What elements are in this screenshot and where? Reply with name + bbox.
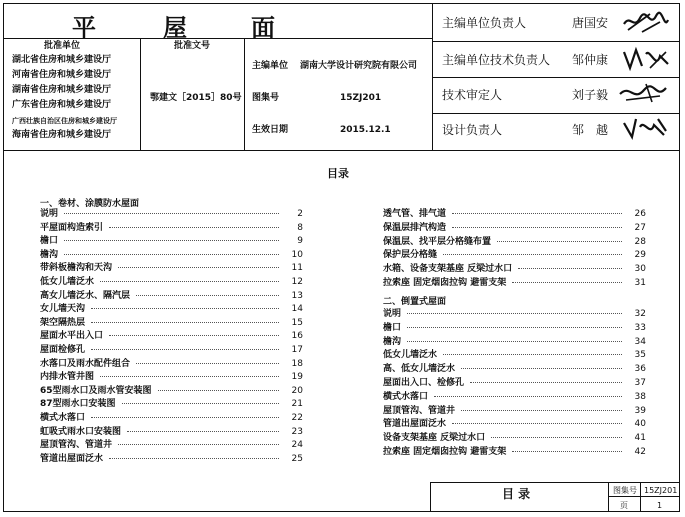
footer-divider-1	[430, 482, 431, 512]
toc-row	[383, 391, 646, 404]
resp-line-2	[432, 77, 680, 78]
toc-row-leader	[64, 254, 279, 255]
toc-row	[40, 290, 303, 303]
toc-row-page: 33	[634, 322, 646, 333]
toc-row-page: 28	[634, 236, 646, 247]
toc-row-page: 17	[291, 345, 303, 355]
toc-row	[383, 363, 646, 376]
toc-row-page: 29	[634, 250, 646, 261]
toc-row-page: 37	[634, 378, 646, 388]
toc-row-label: 保护层分格缝	[383, 250, 438, 261]
footer-title: 目 录	[502, 487, 531, 501]
toc-row-label: 高、低女儿墙泛水	[383, 364, 456, 375]
toc-row-page: 8	[297, 222, 303, 233]
toc-row-label: 水箱、设备支架基座 反梁过水口	[383, 264, 513, 275]
toc-row	[383, 236, 646, 249]
toc-row-leader	[118, 267, 279, 268]
toc-row-leader	[127, 431, 279, 432]
toc-row-page: 40	[634, 419, 646, 430]
signature-2	[620, 44, 672, 74]
toc-row-leader	[407, 341, 622, 342]
toc-row-label: 屋顶管沟、管道井	[383, 405, 456, 416]
resp-role-2: 主编单位技术负责人	[442, 53, 551, 67]
doc-divider	[244, 38, 245, 150]
toc-row-label: 透气管、排气道	[383, 209, 447, 219]
toc-row-leader	[91, 322, 279, 323]
toc-row	[383, 308, 646, 321]
toc-row-page: 31	[634, 278, 646, 288]
toc-row-label: 横式水落口	[40, 413, 86, 423]
toc-row	[383, 249, 646, 262]
toc-row-page: 42	[634, 447, 646, 457]
footer-atlas-value: 15ZJ201	[644, 486, 678, 495]
toc-row	[40, 235, 303, 248]
toc-row	[40, 358, 303, 371]
toc-row	[383, 446, 646, 459]
toc-row-leader	[109, 458, 279, 459]
toc-row-page: 34	[634, 336, 646, 347]
approval-unit-2: 河南省住房和城乡建设厅	[12, 70, 112, 80]
toc-row-label: 管道出屋面泛水	[40, 453, 104, 464]
resp-role-3: 技术审定人	[442, 88, 503, 102]
toc-row-label: 檐沟	[383, 336, 402, 347]
toc-row-label: 檐口	[383, 322, 402, 333]
toc-row	[383, 336, 646, 349]
toc-row-leader	[100, 376, 279, 377]
toc-row	[383, 277, 646, 290]
toc-row	[383, 432, 646, 445]
toc-row-leader	[407, 327, 622, 328]
title-char-3: 面	[251, 14, 275, 42]
toc-row-label: 屋面水平出入口	[40, 331, 104, 342]
toc-right-section: 二、倒置式屋面	[383, 297, 447, 307]
toc-row-leader	[122, 403, 279, 404]
toc-row-page: 20	[291, 385, 303, 396]
signature-4	[620, 113, 670, 143]
toc-row-label: 屋顶管沟、管道井	[40, 440, 113, 451]
toc-row-leader	[497, 241, 622, 242]
toc-row-leader	[136, 363, 279, 364]
toc-row-leader	[470, 382, 622, 383]
toc-row	[383, 405, 646, 418]
toc-row-leader	[443, 254, 622, 255]
toc-row	[40, 330, 303, 343]
atlas-value: 15ZJ201	[340, 93, 382, 103]
toc-row-page: 21	[291, 399, 303, 410]
footer-mid-line	[608, 496, 680, 497]
toc-row-page: 35	[634, 350, 646, 361]
toc-row-page: 25	[291, 453, 303, 464]
toc-row	[40, 249, 303, 262]
toc-row	[383, 222, 646, 235]
approval-unit-5: 广西壮族自治区住房和城乡建设厅	[12, 117, 117, 125]
toc-row-page: 30	[634, 264, 646, 275]
toc-row	[40, 371, 303, 384]
toc-row	[40, 426, 303, 439]
toc-row-leader	[518, 268, 622, 269]
footer-atlas-label: 图集号	[613, 486, 637, 495]
toc-row-label: 横式水落口	[383, 391, 429, 402]
toc-row	[40, 276, 303, 289]
toc-row-leader	[136, 295, 279, 296]
toc-row	[40, 439, 303, 452]
toc-row-label: 虹吸式雨水口安装图	[40, 426, 122, 437]
toc-row-leader	[91, 417, 279, 418]
toc-row-label: 低女儿墙泛水	[383, 350, 438, 361]
title-char-2: 屋	[163, 14, 187, 42]
header-bottom-line	[3, 150, 680, 151]
toc-row-label: 87型雨水口安装图	[40, 399, 116, 410]
toc-row-page: 41	[634, 433, 646, 444]
toc-row-page: 9	[297, 236, 303, 247]
atlas-label: 图集号	[252, 93, 280, 103]
toc-row	[383, 377, 646, 390]
toc-row-label: 内排水管井图	[40, 372, 95, 383]
approval-unit-6: 海南省住房和城乡建设厅	[12, 130, 112, 140]
toc-row	[40, 385, 303, 398]
toc-row-leader	[64, 213, 279, 214]
toc-row-leader	[452, 227, 622, 228]
toc-row-label: 说明	[40, 209, 59, 219]
toc-row-page: 15	[291, 317, 303, 328]
toc-row-label: 屋面检修孔	[40, 345, 86, 355]
toc-row-label: 低女儿墙泛水	[40, 277, 95, 287]
toc-row-page: 38	[634, 391, 646, 402]
toc-row	[40, 303, 303, 316]
editor-label: 主编单位	[252, 61, 289, 71]
toc-row-page: 22	[291, 413, 303, 423]
approval-unit-label: 批准单位	[44, 41, 81, 51]
toc-left-section: 一、卷材、涂膜防水屋面	[40, 199, 140, 209]
date-value: 2015.12.1	[340, 125, 391, 135]
toc-row-page: 27	[634, 222, 646, 233]
toc-row	[383, 349, 646, 362]
toc-row-label: 高女儿墙泛水、隔汽层	[40, 290, 131, 301]
toc-row-page: 2	[297, 209, 303, 219]
toc-row-label: 设备支架基座 反梁过水口	[383, 433, 486, 444]
toc-row-label: 保温层排汽构造	[383, 222, 447, 233]
toc-row-label: 带斜板檐沟和天沟	[40, 263, 113, 274]
approval-unit-4: 广东省住房和城乡建设厅	[12, 100, 112, 110]
toc-row	[40, 222, 303, 235]
toc-row-page: 16	[291, 331, 303, 342]
toc-row-leader	[461, 368, 622, 369]
toc-row-page: 36	[634, 364, 646, 375]
resp-name-1: 唐国安	[572, 16, 609, 30]
editor-value: 湖南大学设计研究院有限公司	[300, 61, 418, 71]
toc-row-leader	[100, 281, 279, 282]
signature-1	[620, 8, 670, 36]
toc-row-page: 12	[291, 277, 303, 287]
toc-title: 目录	[327, 167, 349, 180]
toc-row-page: 39	[634, 405, 646, 416]
approval-unit-1: 湖北省住房和城乡建设厅	[12, 55, 112, 65]
footer-divider-3	[640, 482, 641, 512]
toc-row	[383, 263, 646, 276]
toc-row-leader	[91, 308, 279, 309]
toc-row-leader	[109, 335, 279, 336]
toc-row	[383, 208, 646, 221]
toc-row-label: 平屋面构造索引	[40, 222, 104, 233]
toc-row-label: 拉索座 固定烟囱拉钩 避雷支架	[383, 278, 507, 288]
toc-row	[40, 208, 303, 221]
toc-row	[383, 418, 646, 431]
toc-row-leader	[443, 354, 622, 355]
toc-row-leader	[407, 313, 622, 314]
toc-row-page: 10	[291, 249, 303, 260]
toc-row-page: 13	[291, 290, 303, 301]
toc-row-leader	[452, 213, 622, 214]
resp-name-2: 邹仲康	[572, 53, 609, 67]
toc-row-label: 女儿墙天沟	[40, 304, 86, 315]
approval-doc-label: 批准文号	[174, 41, 211, 51]
toc-row-leader	[158, 390, 279, 391]
toc-row-page: 19	[291, 372, 303, 383]
toc-row-page: 24	[291, 440, 303, 451]
toc-row-label: 水落口及雨水配件组合	[40, 358, 131, 369]
toc-row-page: 26	[634, 209, 646, 219]
toc-row-leader	[512, 282, 622, 283]
toc-row-label: 檐口	[40, 236, 59, 247]
toc-row	[383, 322, 646, 335]
approval-doc-number: 鄂建文［2015］80号	[150, 93, 242, 103]
toc-row-leader	[64, 240, 279, 241]
toc-row-page: 32	[634, 309, 646, 319]
date-label: 生效日期	[252, 125, 289, 135]
toc-row-page: 18	[291, 358, 303, 369]
toc-row-label: 说明	[383, 309, 402, 319]
toc-row-page: 11	[291, 263, 303, 274]
footer-page-value: 1	[657, 501, 663, 510]
toc-row-leader	[91, 349, 279, 350]
title-underline	[3, 38, 432, 39]
toc-row-leader	[434, 396, 622, 397]
footer-page-label: 页	[620, 501, 628, 510]
toc-row-label: 管道出屋面泛水	[383, 419, 447, 430]
toc-row-leader	[491, 437, 622, 438]
resp-name-3: 刘子毅	[572, 88, 609, 102]
toc-row-label: 屋面出入口、检修孔	[383, 378, 465, 388]
signature-3	[616, 80, 670, 106]
toc-row-leader	[461, 410, 622, 411]
resp-role-1: 主编单位负责人	[442, 16, 527, 30]
toc-row	[40, 317, 303, 330]
toc-row	[40, 344, 303, 357]
toc-row-label: 架空隔热层	[40, 317, 86, 328]
toc-row	[40, 398, 303, 411]
toc-row-leader	[512, 451, 622, 452]
toc-row-leader	[118, 444, 279, 445]
title-char-1: 平	[72, 14, 96, 42]
toc-row-leader	[109, 227, 279, 228]
toc-row-label: 保温层、找平层分格缝布置	[383, 236, 492, 247]
toc-row-label: 檐沟	[40, 249, 59, 260]
toc-row-page: 14	[291, 304, 303, 315]
resp-name-4: 邹 越	[572, 123, 609, 137]
toc-row	[40, 262, 303, 275]
toc-row	[40, 412, 303, 425]
toc-row-label: 拉索座 固定烟囱拉钩 避雷支架	[383, 447, 507, 457]
toc-row	[40, 453, 303, 466]
approval-divider	[140, 38, 141, 150]
toc-row-leader	[452, 423, 622, 424]
resp-role-4: 设计负责人	[442, 123, 503, 137]
toc-row-label: 65型雨水口及雨水管安装图	[40, 385, 152, 396]
footer-top-line	[430, 482, 680, 483]
toc-row-page: 23	[291, 426, 303, 437]
resp-line-1	[432, 41, 680, 42]
footer-divider-2	[608, 482, 609, 512]
approval-unit-3: 湖南省住房和城乡建设厅	[12, 85, 112, 95]
